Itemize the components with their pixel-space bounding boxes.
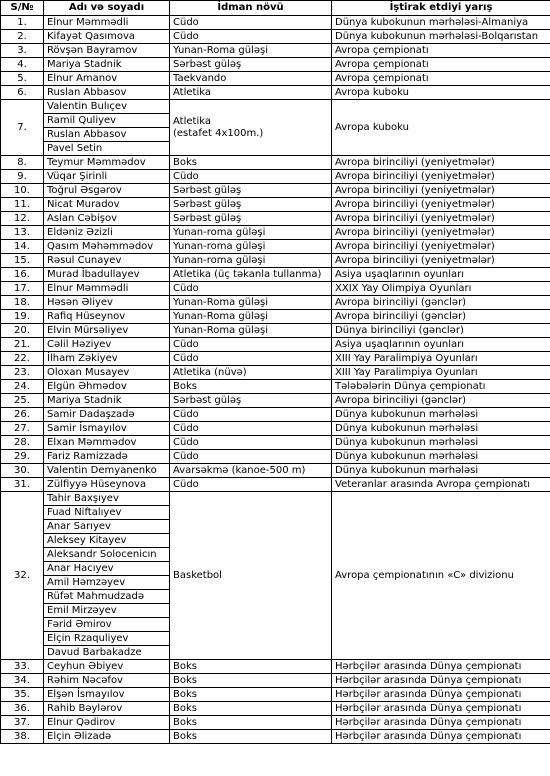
athlete-name: Toğrul Əsgərov	[44, 184, 170, 198]
sport-cell: Cüdo	[170, 30, 332, 44]
sport-cell: Cüdo	[170, 422, 332, 436]
event-cell: Avropa çempionatının «C» divizionu	[332, 492, 550, 660]
table-row	[1, 30, 550, 44]
row-number: 25.	[1, 394, 44, 408]
athlete-name: Fuad Niftalıyev	[44, 506, 170, 520]
table-row	[1, 716, 550, 730]
row-number: 29.	[1, 450, 44, 464]
event-cell: Dünya kubokunun mərhələsi-Bolqarıstan	[332, 30, 550, 44]
sport-cell: Cüdo	[170, 436, 332, 450]
table-row	[1, 688, 550, 702]
sport-cell: Cüdo	[170, 16, 332, 30]
row-number: 1.	[1, 16, 44, 30]
event-cell: XIII Yay Paralimpiya Oyunları	[332, 352, 550, 366]
event-cell: Dünya kubokunun mərhələsi	[332, 408, 550, 422]
sport-cell: Boks	[170, 674, 332, 688]
table-row	[1, 478, 550, 492]
event-cell: Avropa birinciliyi (yeniyetmələr)	[332, 254, 550, 268]
table-row	[1, 338, 550, 352]
header-number: S/№	[1, 1, 44, 16]
athlete-name: Elçin Rzaquliyev	[44, 632, 170, 646]
sport-cell: Atletika (nüvə)	[170, 366, 332, 380]
athlete-name: Valentin Bulıçev	[44, 100, 170, 114]
table-row	[1, 282, 550, 296]
table-row	[1, 100, 550, 114]
athlete-name: Oloxan Musayev	[44, 366, 170, 380]
event-cell: Hərbçilər arasında Dünya çempionatı	[332, 674, 550, 688]
sport-cell: Sərbəst güləş	[170, 58, 332, 72]
athlete-name: Rəsul Cunayev	[44, 254, 170, 268]
sport-cell: Avarsəkmə (kanoe-500 m)	[170, 464, 332, 478]
sport-cell: Cüdo	[170, 352, 332, 366]
row-number: 30.	[1, 464, 44, 478]
sport-cell: Yunan-roma güləşi	[170, 226, 332, 240]
athlete-name: Eldəniz Əzizli	[44, 226, 170, 240]
row-number: 37.	[1, 716, 44, 730]
athlete-name: Aleksandr Solocenicın	[44, 548, 170, 562]
athlete-name: Zülfiyyə Hüseynova	[44, 478, 170, 492]
athlete-name: Həsən Əliyev	[44, 296, 170, 310]
sport-cell: Boks	[170, 730, 332, 744]
row-number: 24.	[1, 380, 44, 394]
table-row	[1, 58, 550, 72]
row-number: 33.	[1, 660, 44, 674]
table-row	[1, 380, 550, 394]
athlete-name: Murad İbadullayev	[44, 268, 170, 282]
table-row	[1, 492, 550, 506]
table-row	[1, 394, 550, 408]
table-row	[1, 170, 550, 184]
row-number: 22.	[1, 352, 44, 366]
event-cell: Avropa birinciliyi (yeniyetmələr)	[332, 170, 550, 184]
sport-cell: Yunan-Roma güləşi	[170, 44, 332, 58]
event-cell: Hərbçilər arasında Dünya çempionatı	[332, 702, 550, 716]
sport-cell: Boks	[170, 716, 332, 730]
sport-cell: Boks	[170, 156, 332, 170]
row-number: 26.	[1, 408, 44, 422]
event-cell: Avropa birinciliyi (yeniyetmələr)	[332, 212, 550, 226]
athlete-name: Elvin Mürsəliyev	[44, 324, 170, 338]
table-row	[1, 674, 550, 688]
event-cell: Veteranlar arasında Avropa çempionatı	[332, 478, 550, 492]
sport-cell: Cüdo	[170, 478, 332, 492]
row-number: 6.	[1, 86, 44, 100]
table-row	[1, 86, 550, 100]
row-number: 36.	[1, 702, 44, 716]
table-row	[1, 296, 550, 310]
athlete-name: Mariya Stadnik	[44, 394, 170, 408]
row-number: 12.	[1, 212, 44, 226]
athlete-name: Rüfət Mahmudzadə	[44, 590, 170, 604]
athlete-name: Rövşən Bayramov	[44, 44, 170, 58]
athlete-name: Vüqar Şirinli	[44, 170, 170, 184]
row-number: 17.	[1, 282, 44, 296]
sport-cell: Taekvando	[170, 72, 332, 86]
row-number: 28.	[1, 436, 44, 450]
sport-cell: Sərbəst güləş	[170, 394, 332, 408]
athlete-name: Elxan Məmmədov	[44, 436, 170, 450]
event-cell: Hərbçilər arasında Dünya çempionatı	[332, 660, 550, 674]
athlete-name: Fərid Əmirov	[44, 618, 170, 632]
table-row	[1, 212, 550, 226]
table-row	[1, 702, 550, 716]
row-number: 13.	[1, 226, 44, 240]
athlete-name: Elçin Əlizadə	[44, 730, 170, 744]
row-number: 23.	[1, 366, 44, 380]
athlete-name: Mariya Stadnik	[44, 58, 170, 72]
event-cell: Avropa birinciliyi (yeniyetmələr)	[332, 240, 550, 254]
table-row	[1, 352, 550, 366]
table-row	[1, 44, 550, 58]
event-cell: Tələbələrin Dünya çempionatı	[332, 380, 550, 394]
athlete-name: Anar Sarıyev	[44, 520, 170, 534]
event-cell: Dünya kubokunun mərhələsi	[332, 464, 550, 478]
row-number: 20.	[1, 324, 44, 338]
table-row	[1, 730, 550, 744]
table-row	[1, 324, 550, 338]
sport-cell: Cüdo	[170, 338, 332, 352]
event-cell: Dünya kubokunun mərhələsi	[332, 436, 550, 450]
row-number: 11.	[1, 198, 44, 212]
event-cell: Avropa birinciliyi (yeniyetmələr)	[332, 156, 550, 170]
sport-cell: Cüdo	[170, 450, 332, 464]
athlete-name: Qasım Məhəmmədov	[44, 240, 170, 254]
athlete-name: Elgün Əhmədov	[44, 380, 170, 394]
table-row	[1, 366, 550, 380]
athlete-name: Fariz Ramizzadə	[44, 450, 170, 464]
header-name: Adı və soyadı	[44, 1, 170, 16]
athlete-name: Kifayət Qasımova	[44, 30, 170, 44]
sport-cell: Cüdo	[170, 408, 332, 422]
athlete-name: Elnur Məmmədli	[44, 16, 170, 30]
header-sport: İdman növü	[170, 1, 332, 16]
sport-cell: Yunan-roma güləşi	[170, 240, 332, 254]
row-number: 16.	[1, 268, 44, 282]
row-number: 38.	[1, 730, 44, 744]
table-row	[1, 240, 550, 254]
event-cell: XXIX Yay Olimpiya Oyunları	[332, 282, 550, 296]
row-number: 19.	[1, 310, 44, 324]
event-cell: Dünya birinciliyi (gənclər)	[332, 324, 550, 338]
athlete-name: İlham Zəkiyev	[44, 352, 170, 366]
row-number: 5.	[1, 72, 44, 86]
event-cell: Avropa birinciliyi (yeniyetmələr)	[332, 198, 550, 212]
event-cell: Avropa çempionatı	[332, 44, 550, 58]
row-number: 7.	[1, 100, 44, 156]
athlete-name: Elşən İsmayılov	[44, 688, 170, 702]
row-number: 35.	[1, 688, 44, 702]
table-row	[1, 422, 550, 436]
row-number: 21.	[1, 338, 44, 352]
athlete-name: Ramil Quliyev	[44, 114, 170, 128]
row-number: 34.	[1, 674, 44, 688]
row-number: 8.	[1, 156, 44, 170]
athlete-name: Ceyhun Əbiyev	[44, 660, 170, 674]
athlete-name: Teymur Məmmədov	[44, 156, 170, 170]
sport-cell: Boks	[170, 688, 332, 702]
header-event: İştirak etdiyi yarış	[332, 1, 550, 16]
table-row	[1, 436, 550, 450]
table-row	[1, 310, 550, 324]
event-cell: Avropa çempionatı	[332, 58, 550, 72]
athlete-name: Elnur Məmmədli	[44, 282, 170, 296]
event-cell: Asiya uşaqlarının oyunları	[332, 338, 550, 352]
row-number: 9.	[1, 170, 44, 184]
sport-cell: Yunan-Roma güləşi	[170, 324, 332, 338]
table-row	[1, 226, 550, 240]
row-number: 4.	[1, 58, 44, 72]
sport-cell: Sərbəst güləş	[170, 184, 332, 198]
row-number: 31.	[1, 478, 44, 492]
sport-cell: Atletika (üç təkanla tullanma)	[170, 268, 332, 282]
event-cell: Avropa birinciliyi (gənclər)	[332, 394, 550, 408]
sport-cell: Yunan-roma güləşi	[170, 254, 332, 268]
athlete-name: Cəlil Həziyev	[44, 338, 170, 352]
athlete-name: Pavel Setin	[44, 142, 170, 156]
sport-cell: Boks	[170, 660, 332, 674]
sport-cell: Basketbol	[170, 492, 332, 660]
event-cell: Hərbçilər arasında Dünya çempionatı	[332, 716, 550, 730]
row-number: 27.	[1, 422, 44, 436]
table-row	[1, 156, 550, 170]
event-cell: Avropa kuboku	[332, 100, 550, 156]
athlete-name: Anar Hacıyev	[44, 562, 170, 576]
row-number: 32.	[1, 492, 44, 660]
row-number: 3.	[1, 44, 44, 58]
table-body	[1, 16, 550, 744]
row-number: 15.	[1, 254, 44, 268]
athlete-name: Emil Mirzəyev	[44, 604, 170, 618]
row-number: 18.	[1, 296, 44, 310]
row-number: 2.	[1, 30, 44, 44]
sport-cell: Boks	[170, 380, 332, 394]
athlete-name: Samir İsmayılov	[44, 422, 170, 436]
athlete-name: Aleksey Kitayev	[44, 534, 170, 548]
event-cell: Dünya kubokunun mərhələsi	[332, 422, 550, 436]
event-cell: Asiya uşaqlarının oyunları	[332, 268, 550, 282]
event-cell: Avropa birinciliyi (yeniyetmələr)	[332, 226, 550, 240]
athlete-name: Rahib Bəylərov	[44, 702, 170, 716]
sport-cell: Boks	[170, 702, 332, 716]
athlete-name: Samir Dadaşzadə	[44, 408, 170, 422]
event-cell: Avropa kuboku	[332, 86, 550, 100]
event-cell: Avropa birinciliyi (gənclər)	[332, 310, 550, 324]
sport-cell: Sərbəst güləş	[170, 198, 332, 212]
athlete-name: Aslan Cəbişov	[44, 212, 170, 226]
table-row	[1, 450, 550, 464]
sport-cell: Yunan-Roma güləşi	[170, 310, 332, 324]
sport-cell: Sərbəst güləş	[170, 212, 332, 226]
athlete-name: Ruslan Abbasov	[44, 86, 170, 100]
event-cell: Avropa çempionatı	[332, 72, 550, 86]
header-row	[1, 1, 550, 16]
row-number: 14.	[1, 240, 44, 254]
row-number: 10.	[1, 184, 44, 198]
athlete-name: Amil Həmzəyev	[44, 576, 170, 590]
sport-cell: Cüdo	[170, 170, 332, 184]
table-row	[1, 464, 550, 478]
sport-cell: Atletika (estafet 4x100m.)	[170, 100, 332, 156]
event-cell: Dünya kubokunun mərhələsi-Almaniya	[332, 16, 550, 30]
table-row	[1, 16, 550, 30]
athlete-name: Davud Barbakadze	[44, 646, 170, 660]
table-row	[1, 184, 550, 198]
table-row	[1, 254, 550, 268]
table-row	[1, 198, 550, 212]
table-row	[1, 660, 550, 674]
athlete-name: Valentin Demyanenko	[44, 464, 170, 478]
sport-cell: Yunan-Roma güləşi	[170, 296, 332, 310]
table-row	[1, 72, 550, 86]
athlete-name: Tahir Baxşıyev	[44, 492, 170, 506]
athlete-name: Nicat Muradov	[44, 198, 170, 212]
table-row	[1, 408, 550, 422]
event-cell: Hərbçilər arasında Dünya çempionatı	[332, 730, 550, 744]
sport-cell: Cüdo	[170, 282, 332, 296]
event-cell: Dünya kubokunun mərhələsi	[332, 450, 550, 464]
table-row	[1, 268, 550, 282]
athlete-name: Rəhim Nəcəfov	[44, 674, 170, 688]
athlete-name: Elnur Amanov	[44, 72, 170, 86]
event-cell: Avropa birinciliyi (yeniyetmələr)	[332, 184, 550, 198]
athlete-name: Rafiq Hüseynov	[44, 310, 170, 324]
event-cell: Hərbçilər arasında Dünya çempionatı	[332, 688, 550, 702]
sport-cell: Atletika	[170, 86, 332, 100]
event-cell: XIII Yay Paralimpiya Oyunları	[332, 366, 550, 380]
athlete-name: Elnur Qədirov	[44, 716, 170, 730]
event-cell: Avropa birinciliyi (gənclər)	[332, 296, 550, 310]
athlete-name: Ruslan Abbasov	[44, 128, 170, 142]
